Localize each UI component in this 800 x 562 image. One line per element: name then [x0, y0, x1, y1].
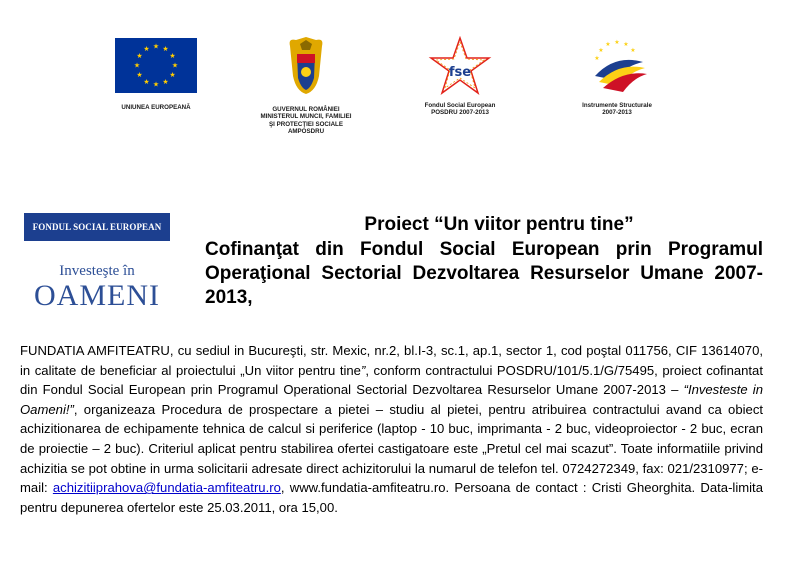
paragraph-part-2: , conform contractului POSDRU/101/5.1/G/75495, proiect cofinantat din Fondul Social European prin Programul Operational Sectorial Dezvoltarea Resurselor Umane 2007-2013 – [20, 362, 763, 398]
eu-logo [100, 38, 212, 111]
is-caption-1: Instrumente Structurale [582, 102, 652, 109]
eu-caption: UNIUNEA EUROPEANĂ [121, 104, 191, 111]
invest-tagline: Investeşte în [59, 263, 135, 279]
email-link[interactable]: achizitiiprahova@fundatia-amfiteatru.ro [52, 480, 281, 496]
svg-text:★: ★ [171, 61, 179, 70]
project-title: Proiect “Un viitor pentru tine” [364, 214, 634, 235]
svg-text:★: ★ [152, 42, 160, 51]
gov-caption-4: AMPOSDRU [287, 128, 325, 136]
is-caption-2: 2007-2013 [602, 109, 632, 117]
announcement-paragraph [20, 341, 763, 517]
svg-text:★: ★ [143, 78, 150, 86]
svg-text:★: ★ [162, 45, 169, 53]
cofinance-heading: Cofinanţat din Fondul Social European prin Programul Operaţional Sectorial Dezvoltarea Resurselor Umane 2007- 2013, [205, 239, 763, 308]
svg-text:★: ★ [630, 47, 636, 54]
gov-caption-1: GUVERNUL ROMÂNIEI [272, 106, 340, 113]
fse-logo [405, 36, 515, 117]
svg-text:★: ★ [136, 52, 143, 60]
svg-text:★: ★ [133, 61, 141, 70]
svg-text:★: ★ [614, 39, 620, 46]
quote-close: ” [360, 362, 366, 378]
paragraph-part-4: , www.fundatia-amfiteatru.ro. Persoana de contact : Cristi Gheorghita. Data-limita pentru depunerea ofertelor este 25.03.2011, ora 15,00. [20, 480, 763, 515]
structural-instruments-logo [562, 36, 672, 117]
svg-text:★: ★ [623, 41, 629, 48]
fse-banner: FONDUL SOCIAL EUROPEAN [24, 213, 170, 241]
gov-caption-2: MINISTERUL MUNCII, FAMILIEI [260, 113, 352, 121]
fse-caption-1: Fondul Social European [424, 102, 496, 109]
oameni-wordmark: OAMENI [34, 279, 160, 312]
government-logo [246, 36, 366, 136]
svg-text:★: ★ [162, 78, 169, 86]
svg-text:★: ★ [143, 45, 150, 53]
romanian-coat-of-arms-icon [286, 36, 326, 96]
svg-text:★: ★ [169, 52, 176, 60]
svg-text:★: ★ [169, 71, 176, 79]
fse-caption-2: POSDRU 2007-2013 [431, 109, 489, 117]
organization-name: FUNDATIA AMFITEATRU [20, 343, 170, 358]
eu-flag-icon [115, 38, 197, 93]
svg-text:★: ★ [152, 80, 160, 89]
motto: “Investeste in Oameni!” [20, 382, 764, 417]
svg-text:★: ★ [598, 47, 604, 54]
paragraph-part-3: , organizeaza Procedura de prospectare a pietei – studiu al pietei, pentru atribuirea contractului avand ca obiect achizitionarea de echipamente tehnica de calcul si periferice (laptop - 10 buc, imprimanta - 2 buc, videoproiector - 2 buc, ecran de proiectie – 2 buc). Criteriul aplicat pentru stabilirea ofertei castigatoare este „Pretul cel mai scazut”. Toate informatiile privind achizitia se pot obtine in urma solicitarii adresate direct achizitorului la numarul de telefon tel. 0724272349, fax: 021/2310977; e-mail: [20, 401, 763, 496]
fse-star-icon [428, 36, 492, 96]
paragraph-part-1: , cu sediul in Bucureşti, str. Mexic, nr.2, bl.I-3, sc.1, ap.1, sector 1, cod poştal 011756, CIF 13614070, in calitate de beneficiar al proiectului „Un viitor pentru tine [20, 343, 763, 378]
fse-mark: fse [448, 65, 472, 80]
svg-text:★: ★ [594, 55, 600, 62]
svg-text:★: ★ [605, 41, 611, 48]
gov-caption-3: ŞI PROTECŢIEI SOCIALE [269, 120, 343, 128]
structural-instruments-icon [585, 36, 649, 96]
svg-text:★: ★ [136, 71, 143, 79]
